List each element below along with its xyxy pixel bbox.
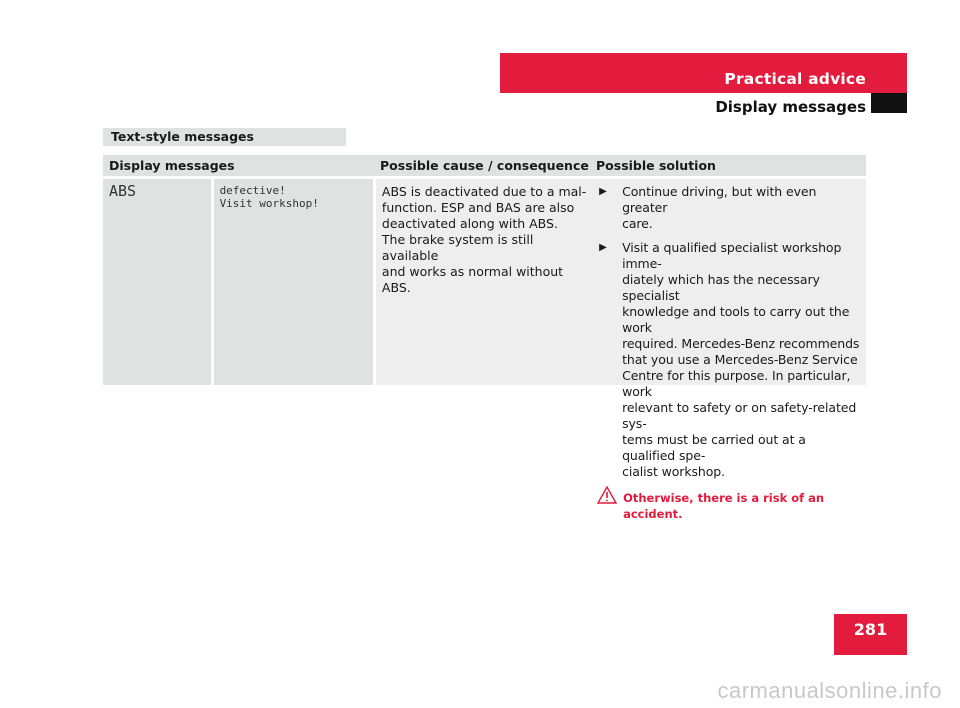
table-row bbox=[103, 179, 866, 521]
cause-text bbox=[376, 179, 591, 385]
header-subtitle: Display messages bbox=[715, 98, 866, 116]
arrow-right-icon: ▶ bbox=[599, 242, 607, 253]
solution-line: cialist workshop. bbox=[622, 464, 725, 479]
solution-line: Visit a qualified specialist workshop imme- bbox=[622, 240, 842, 271]
table-header bbox=[103, 155, 866, 176]
column-header-cause: Possible cause / consequence bbox=[380, 158, 589, 173]
solution-line: that you use a Mercedes-Benz Service bbox=[622, 352, 858, 367]
warning-notice bbox=[597, 486, 862, 522]
column-header-solution: Possible solution bbox=[596, 158, 716, 173]
cause-line: and works as normal without ABS. bbox=[381, 264, 564, 295]
column-header-display-messages: Display messages bbox=[109, 158, 235, 173]
warning-text: Otherwise, there is a risk of an accident. bbox=[623, 491, 825, 521]
solution-cell bbox=[591, 179, 866, 521]
cause-line: function. ESP and BAS are also bbox=[381, 200, 575, 215]
solution-item bbox=[597, 240, 862, 480]
header-title: Practical advice bbox=[724, 70, 866, 88]
solution-line: knowledge and tools to carry out the work bbox=[622, 304, 850, 335]
solution-line: care. bbox=[622, 216, 653, 231]
warning-triangle-icon bbox=[597, 486, 623, 508]
arrow-right-icon: ▶ bbox=[599, 186, 607, 197]
solution-item bbox=[597, 184, 862, 232]
header-tab-marker bbox=[871, 93, 907, 113]
solution-line: tems must be carried out at a qualified spe- bbox=[622, 432, 806, 463]
page-number: 281 bbox=[853, 620, 888, 639]
section-label: Text-style messages bbox=[103, 128, 346, 146]
solution-line: diately which has the necessary specialist bbox=[622, 272, 820, 303]
cause-line: The brake system is still available bbox=[381, 232, 534, 263]
message-text bbox=[214, 179, 373, 385]
solution-line: Centre for this purpose. In particular, work bbox=[622, 368, 851, 399]
solution-line: relevant to safety or on safety-related sys- bbox=[622, 400, 857, 431]
cause-line: deactivated along with ABS. bbox=[381, 216, 558, 231]
message-line: Visit workshop! bbox=[219, 197, 319, 210]
message-code: ABS bbox=[103, 179, 211, 385]
watermark: carmanualsonline.info bbox=[717, 678, 942, 703]
solution-line: Continue driving, but with even greater bbox=[622, 184, 817, 215]
message-line: defective! bbox=[219, 184, 286, 197]
cause-line: ABS is deactivated due to a mal- bbox=[381, 184, 587, 199]
solution-line: required. Mercedes-Benz recommends bbox=[622, 336, 860, 351]
display-messages-table bbox=[103, 155, 866, 521]
